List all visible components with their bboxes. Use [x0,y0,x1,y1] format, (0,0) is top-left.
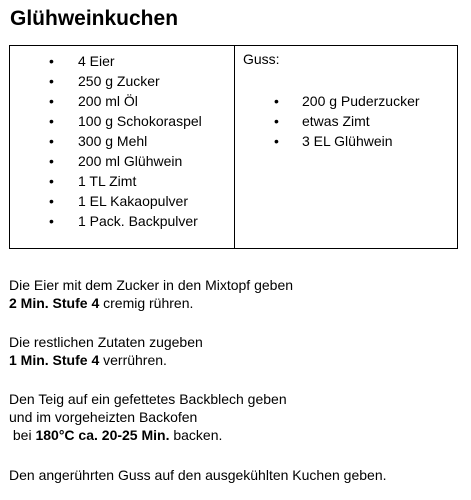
list-item: • 4 Eier [49,53,115,69]
bullet-icon: • [49,193,54,209]
bullet-icon: • [274,113,279,129]
bullet-icon: • [49,133,54,149]
list-item: • 3 EL Glühwein [274,133,393,149]
bullet-icon: • [274,133,279,149]
list-item: • 200 ml Öl [49,93,138,109]
bullet-icon: • [49,153,54,169]
glaze-column [235,51,457,151]
instruction-step-2: Die restlichen Zutaten zugeben 1 Min. Stufe 4 verrühren. [9,334,203,368]
bullet-icon: • [49,53,54,69]
list-item: • 200 ml Glühwein [49,153,183,169]
bullet-icon: • [49,113,54,129]
list-item: • 100 g Schokoraspel [49,113,202,129]
bullet-icon: • [49,213,54,229]
instruction-step-1: Die Eier mit dem Zucker in den Mixtopf geben 2 Min. Stufe 4 cremig rühren. [9,277,294,311]
glaze-label: Guss: [243,51,280,67]
bullet-icon: • [49,73,54,89]
list-item: • 300 g Mehl [49,133,148,149]
list-item: • etwas Zimt [274,113,370,129]
glaze-ingredients-list [235,91,457,151]
list-item: • 250 g Zucker [49,73,160,89]
bullet-icon: • [49,173,54,189]
list-item: • 1 Pack. Backpulver [49,213,198,229]
recipe-title: Glühweinkuchen [10,7,179,30]
bullet-icon: • [49,93,54,109]
instruction-step-4: Den angerührten Guss auf den ausgekühlten Kuchen geben. [9,467,387,483]
dough-ingredients-column [10,51,234,231]
instruction-step-3: Den Teig auf ein gefettetes Backblech geben und im vorgeheizten Backofen bei 180°C ca. 20-25 Min. backen. [9,391,287,443]
dough-ingredients-list [10,51,234,231]
ingredients-table [9,45,458,249]
bullet-icon: • [274,93,279,109]
list-item: • 200 g Puderzucker [274,93,420,109]
list-item: • 1 TL Zimt [49,173,137,189]
list-item: • 1 EL Kakaopulver [49,193,188,209]
